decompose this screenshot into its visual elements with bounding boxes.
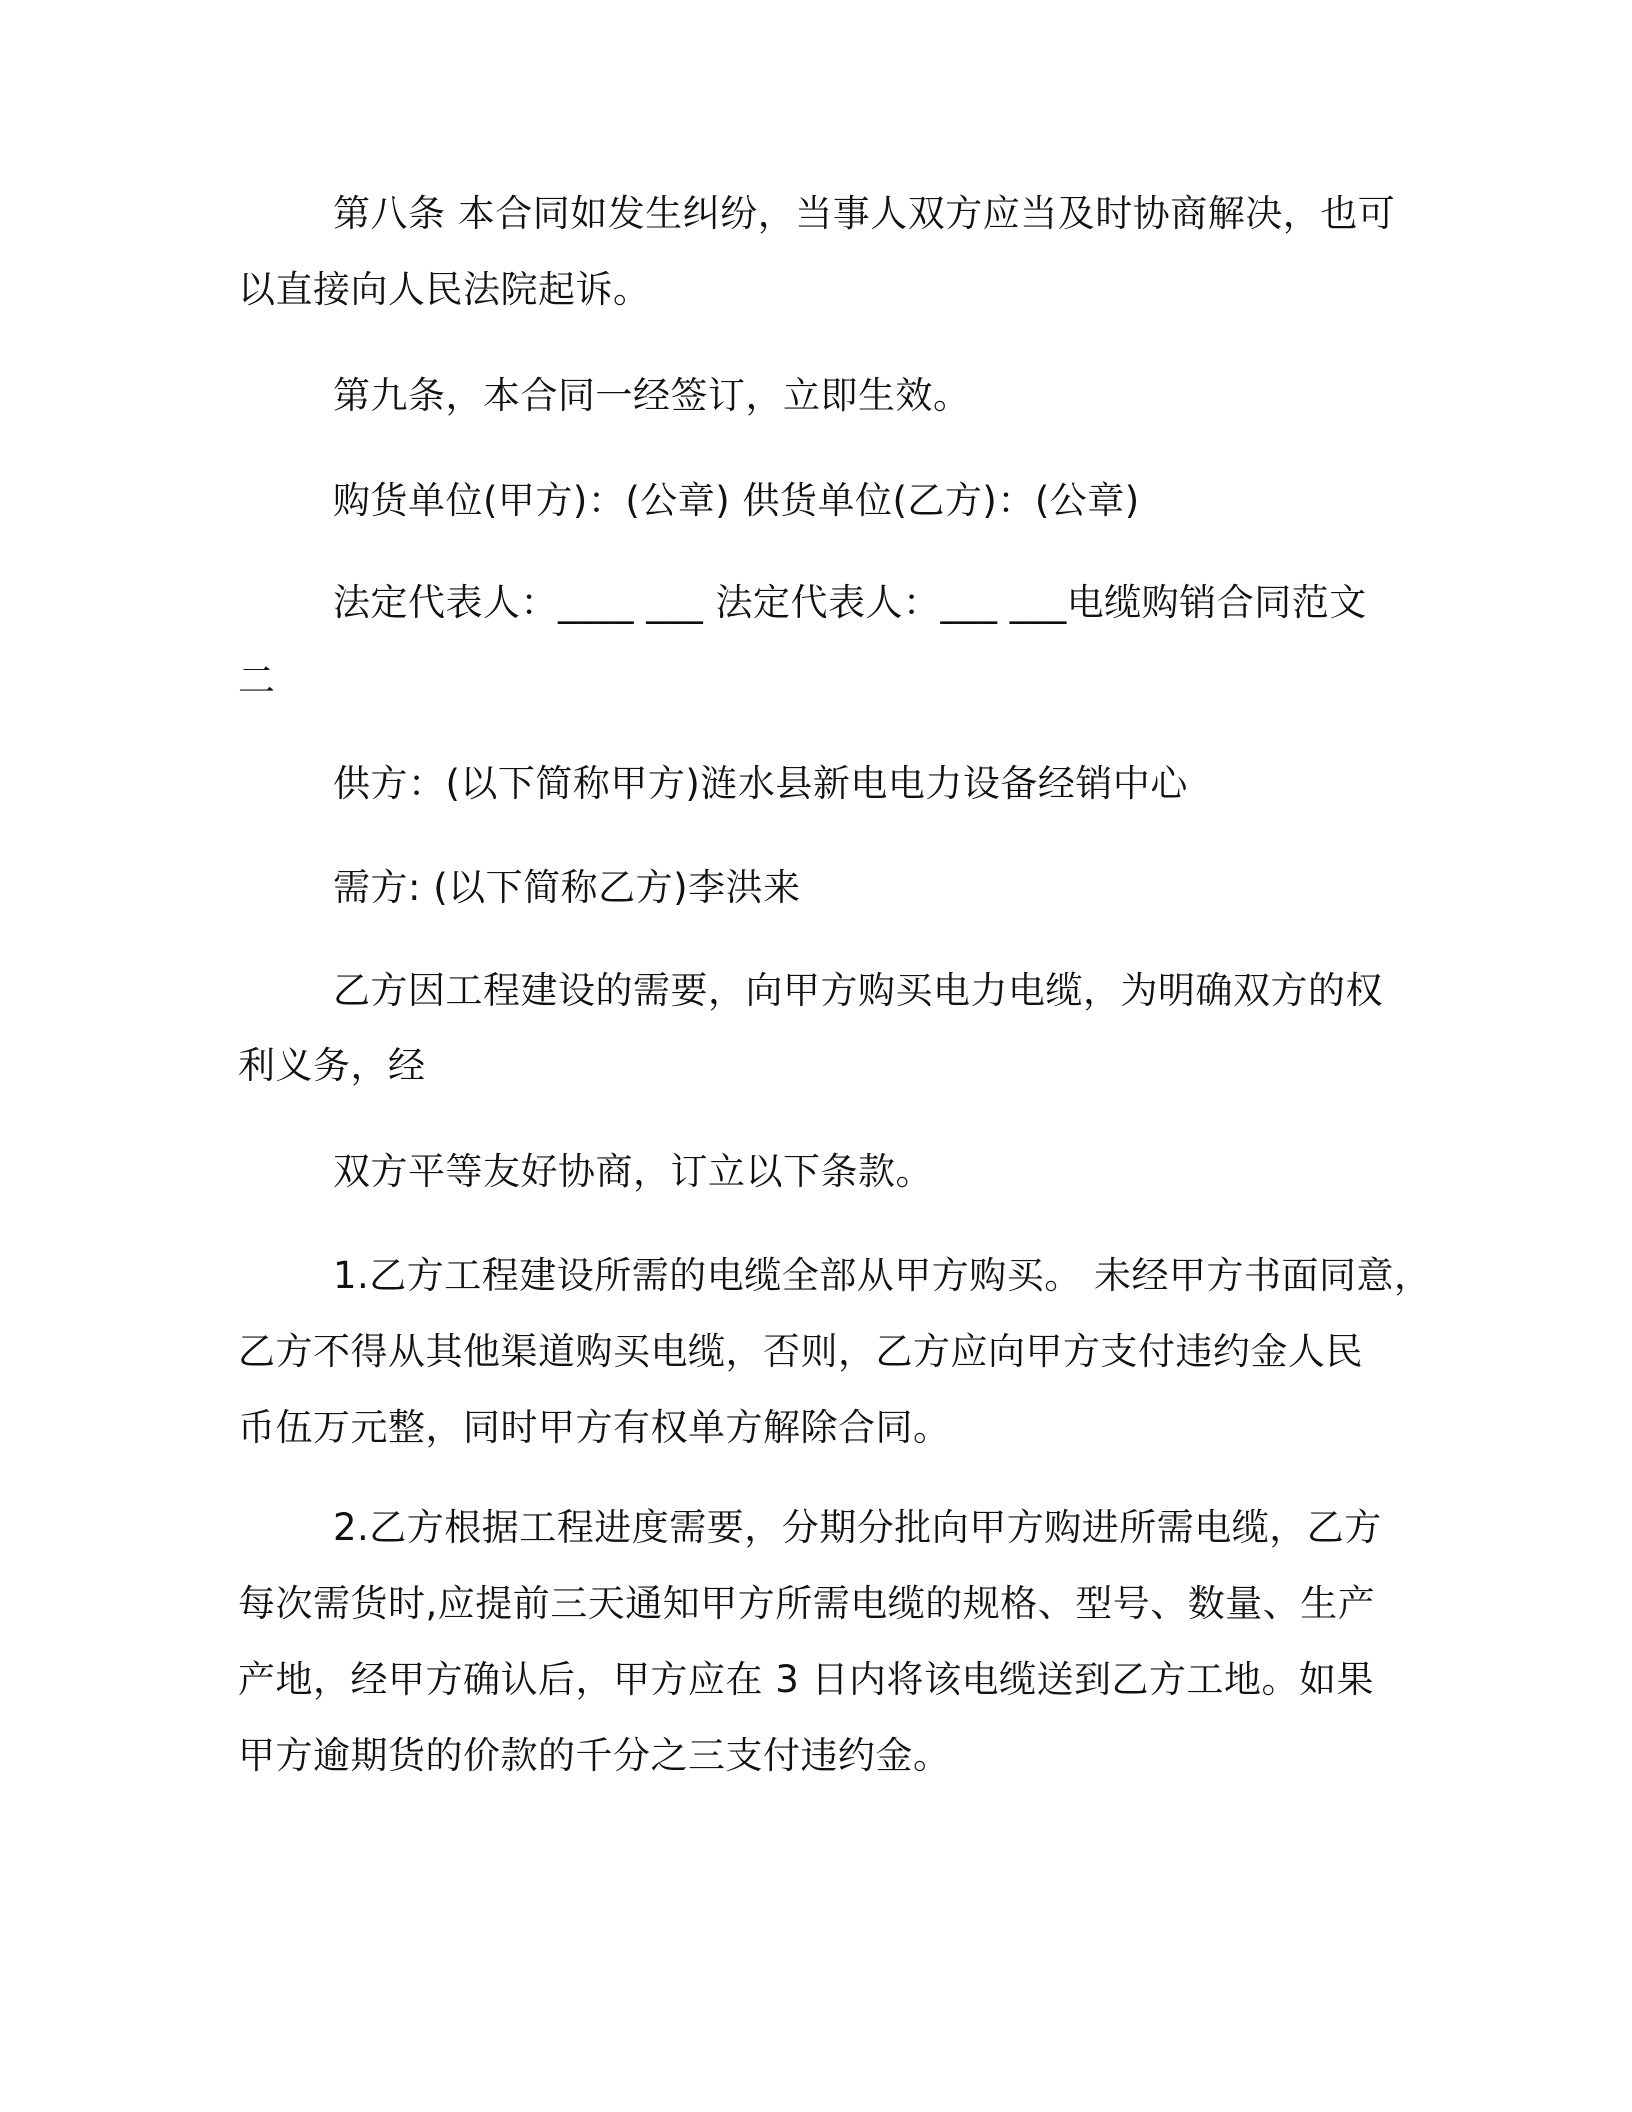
supplier-line: 供方：(以下简称甲方)涟水县新电电力设备经销中心 (333, 762, 1188, 805)
article-1-line-3: 币伍万元整，同时甲方有权单方解除合同。 (238, 1406, 951, 1449)
title-continuation: 二 (238, 659, 276, 702)
preamble-line-2: 利义务，经 (238, 1044, 426, 1087)
clause-8-line-2: 以直接向人民法院起诉。 (238, 268, 651, 311)
buyer-line: 需方: (以下简称乙方)李洪来 (333, 866, 801, 909)
clause-9: 第九条，本合同一经签订，立即生效。 (333, 374, 971, 417)
article-2-line-1: 2.乙方根据工程进度需要，分期分批向甲方购进所需电缆，乙方 (333, 1506, 1382, 1549)
legal-representatives: 法定代表人：____ ___ 法定代表人：___ ___电缆购销合同范文 (333, 581, 1367, 624)
article-1-line-1: 1.乙方工程建设所需的电缆全部从甲方购买。 未经甲方书面同意， (333, 1254, 1432, 1297)
preamble-line-3: 双方平等友好协商，订立以下条款。 (333, 1150, 933, 1193)
preamble-line-1: 乙方因工程建设的需要，向甲方购买电力电缆，为明确双方的权 (333, 969, 1383, 1012)
article-2-line-3: 产地，经甲方确认后，甲方应在 3 日内将该电缆送到乙方工地。如果 (238, 1658, 1375, 1701)
article-2-line-2: 每次需货时,应提前三天通知甲方所需电缆的规格、型号、数量、生产 (238, 1582, 1376, 1625)
clause-8-line-1: 第八条 本合同如发生纠纷，当事人双方应当及时协商解决，也可 (333, 192, 1396, 235)
article-2-line-4: 甲方逾期货的价款的千分之三支付违约金。 (238, 1734, 951, 1777)
signature-units: 购货单位(甲方)：(公章) 供货单位(乙方)：(公章) (333, 479, 1140, 522)
article-1-line-2: 乙方不得从其他渠道购买电缆，否则，乙方应向甲方支付违约金人民 (238, 1330, 1363, 1373)
